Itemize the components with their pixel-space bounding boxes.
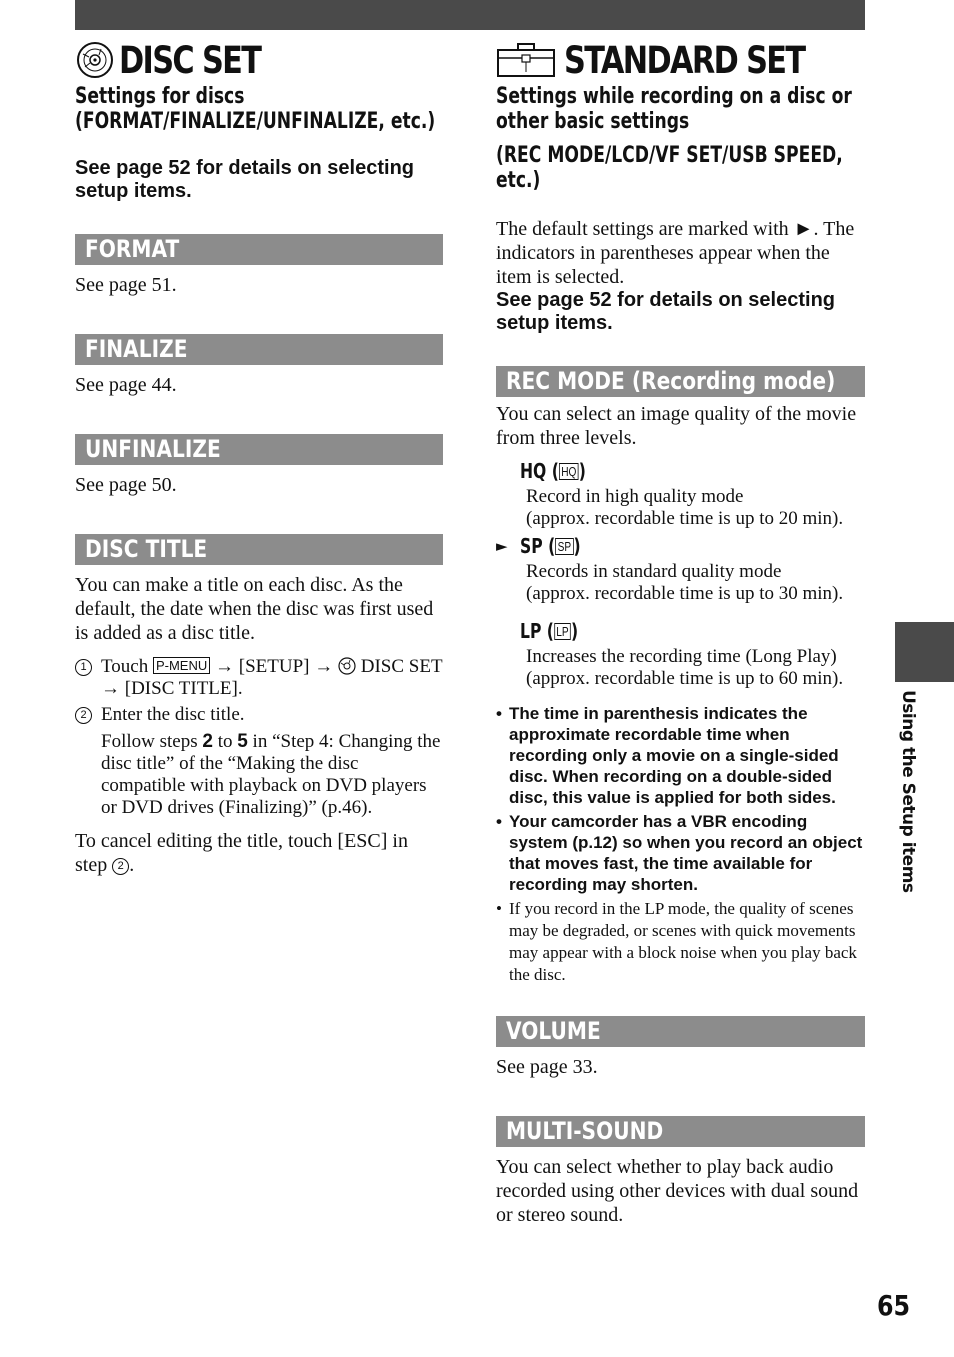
step-1 bbox=[75, 656, 443, 700]
rec-mode-section-bar bbox=[496, 366, 865, 397]
step-ref: 5 bbox=[237, 731, 248, 752]
mode-description: Increases the recording time (Long Play) bbox=[526, 646, 837, 667]
subhead-line: (FORMAT/FINALIZE/UNFINALIZE, etc.) bbox=[75, 109, 436, 134]
mode-description: Record in high quality mode bbox=[526, 486, 744, 507]
note-item bbox=[496, 811, 865, 895]
p-menu-button-icon: P-MENU bbox=[153, 657, 210, 674]
disc-set-title-row bbox=[75, 36, 443, 84]
page-number: 65 bbox=[877, 1289, 911, 1322]
follow-text: in “Step 4: Changing the disc title” of the “Making the disc compatible with playback on DVD players or DVD drives (Finalizing)” (p.46). bbox=[101, 731, 441, 818]
rec-mode-intro: You can select an image quality of the movie from three levels. bbox=[496, 403, 857, 449]
step-number: 2 bbox=[112, 858, 129, 875]
step-text: Enter the disc title. bbox=[101, 704, 245, 725]
mode-label bbox=[520, 459, 586, 483]
step-number: 1 bbox=[75, 659, 92, 676]
follow-steps-text bbox=[101, 731, 443, 819]
rec-mode-options bbox=[496, 459, 865, 690]
unfinalize-text: See page 50. bbox=[75, 474, 177, 496]
follow-text: Follow steps bbox=[101, 731, 198, 752]
rec-mode-notes bbox=[496, 703, 865, 986]
finalize-section-bar bbox=[75, 334, 443, 365]
mode-description: (approx. recordable time is up to 60 min). bbox=[526, 668, 844, 689]
standard-set-column bbox=[496, 36, 865, 1227]
multi-sound-heading: MULTI-SOUND bbox=[506, 1117, 664, 1145]
sp-indicator-icon: SP bbox=[555, 538, 573, 555]
bullet: • bbox=[496, 899, 502, 918]
subhead-line: (REC MODE/LCD/VF SET/USB SPEED, bbox=[496, 143, 843, 168]
see-page-line: See page 52 for details on selecting bbox=[496, 289, 836, 311]
format-section-bar bbox=[75, 234, 443, 265]
note-item bbox=[496, 703, 865, 808]
disc-title-intro: You can make a title on each disc. As the default, the date when the disc was first used is added as a disc title. bbox=[75, 574, 434, 644]
disc-icon bbox=[75, 40, 115, 80]
see-page-line: setup items. bbox=[75, 180, 192, 202]
step-ref: 2 bbox=[202, 731, 213, 752]
note-item bbox=[496, 898, 865, 986]
chapter-tab-text: Using the Setup items bbox=[898, 690, 918, 893]
chapter-tab-label bbox=[896, 690, 922, 893]
see-page-line: See page 52 for details on selecting bbox=[75, 157, 415, 179]
defaults-text: The default settings are marked with ►. The indicators in parentheses appear when the item is selected. bbox=[496, 218, 855, 288]
toolbox-icon bbox=[496, 40, 556, 80]
cancel-line: To cancel editing the title, touch [ESC] in step bbox=[75, 830, 408, 876]
finalize-text: See page 44. bbox=[75, 374, 177, 396]
bullet: • bbox=[496, 812, 502, 831]
page-title-standard-set: STANDARD SET bbox=[564, 38, 805, 82]
disc-small-icon bbox=[338, 657, 356, 675]
standard-set-subhead bbox=[496, 84, 865, 193]
subhead-line: etc.) bbox=[496, 168, 541, 193]
mode-description: (approx. recordable time is up to 30 min). bbox=[526, 583, 844, 604]
mode-label bbox=[520, 534, 581, 558]
lp-indicator-icon: LP bbox=[554, 623, 571, 640]
mode-lp bbox=[496, 619, 865, 690]
multi-sound-text: You can select whether to play back audio recorded using other devices with dual sound or stereo sound. bbox=[496, 1156, 859, 1226]
step-text: Touch bbox=[101, 656, 149, 677]
format-heading: FORMAT bbox=[85, 235, 180, 263]
mode-name: SP ( bbox=[520, 534, 556, 558]
hq-indicator-icon: HQ bbox=[559, 463, 579, 480]
note-text: Your camcorder has a VBR encoding system (p.12) so when you record an object that moves fast, the time available for recording may shorten. bbox=[509, 812, 863, 894]
mode-name: HQ ( bbox=[520, 459, 559, 483]
subhead-line: Settings for discs bbox=[75, 84, 245, 109]
volume-heading: VOLUME bbox=[506, 1017, 601, 1045]
disc-title-section-bar bbox=[75, 534, 443, 565]
cancel-line: . bbox=[129, 854, 135, 876]
finalize-heading: FINALIZE bbox=[85, 335, 188, 363]
disc-set-column bbox=[75, 36, 443, 877]
follow-text: to bbox=[217, 731, 233, 752]
step-2 bbox=[75, 704, 443, 726]
unfinalize-section-bar bbox=[75, 434, 443, 465]
mode-description: (approx. recordable time is up to 20 min). bbox=[526, 508, 844, 529]
chapter-tab bbox=[895, 622, 954, 682]
page-title-disc-set: DISC SET bbox=[119, 38, 261, 82]
step-text: DISC SET → [DISC TITLE]. bbox=[101, 656, 443, 699]
note-text: If you record in the LP mode, the quality of scenes may be degraded, or scenes with quick movements may appear with a block noise when you play back the disc. bbox=[509, 899, 857, 984]
see-page-line: setup items. bbox=[496, 312, 613, 334]
see-page-note bbox=[496, 289, 865, 335]
default-marker-icon: ► bbox=[496, 537, 508, 555]
mode-description: Records in standard quality mode bbox=[526, 561, 782, 582]
mode-name: ) bbox=[578, 459, 586, 483]
mode-label bbox=[520, 619, 578, 643]
step-text: → [SETUP] → bbox=[215, 656, 334, 677]
format-text: See page 51. bbox=[75, 274, 177, 296]
volume-text: See page 33. bbox=[496, 1056, 598, 1078]
mode-name: LP ( bbox=[520, 619, 554, 643]
unfinalize-heading: UNFINALIZE bbox=[85, 435, 221, 463]
disc-title-heading: DISC TITLE bbox=[85, 535, 208, 563]
note-text: The time in parenthesis indicates the approximate recordable time when recording only a movie on a single-sided disc. When recording on a double-sided disc, this value is applied for both sides. bbox=[509, 704, 839, 807]
multi-sound-section-bar bbox=[496, 1116, 865, 1147]
see-page-note bbox=[75, 157, 443, 203]
cancel-text bbox=[75, 829, 443, 877]
standard-set-title-row bbox=[496, 36, 865, 84]
mode-name: ) bbox=[573, 534, 581, 558]
mode-name: ) bbox=[571, 619, 579, 643]
subhead-line: other basic settings bbox=[496, 109, 690, 134]
subhead-line: Settings while recording on a disc or bbox=[496, 84, 852, 109]
disc-set-subhead bbox=[75, 84, 443, 134]
step-number: 2 bbox=[75, 707, 92, 724]
mode-sp bbox=[496, 534, 865, 605]
bullet: • bbox=[496, 704, 502, 723]
mode-hq bbox=[496, 459, 865, 530]
volume-section-bar bbox=[496, 1016, 865, 1047]
rec-mode-heading: REC MODE (Recording mode) bbox=[506, 367, 836, 395]
header-bar bbox=[75, 0, 865, 30]
